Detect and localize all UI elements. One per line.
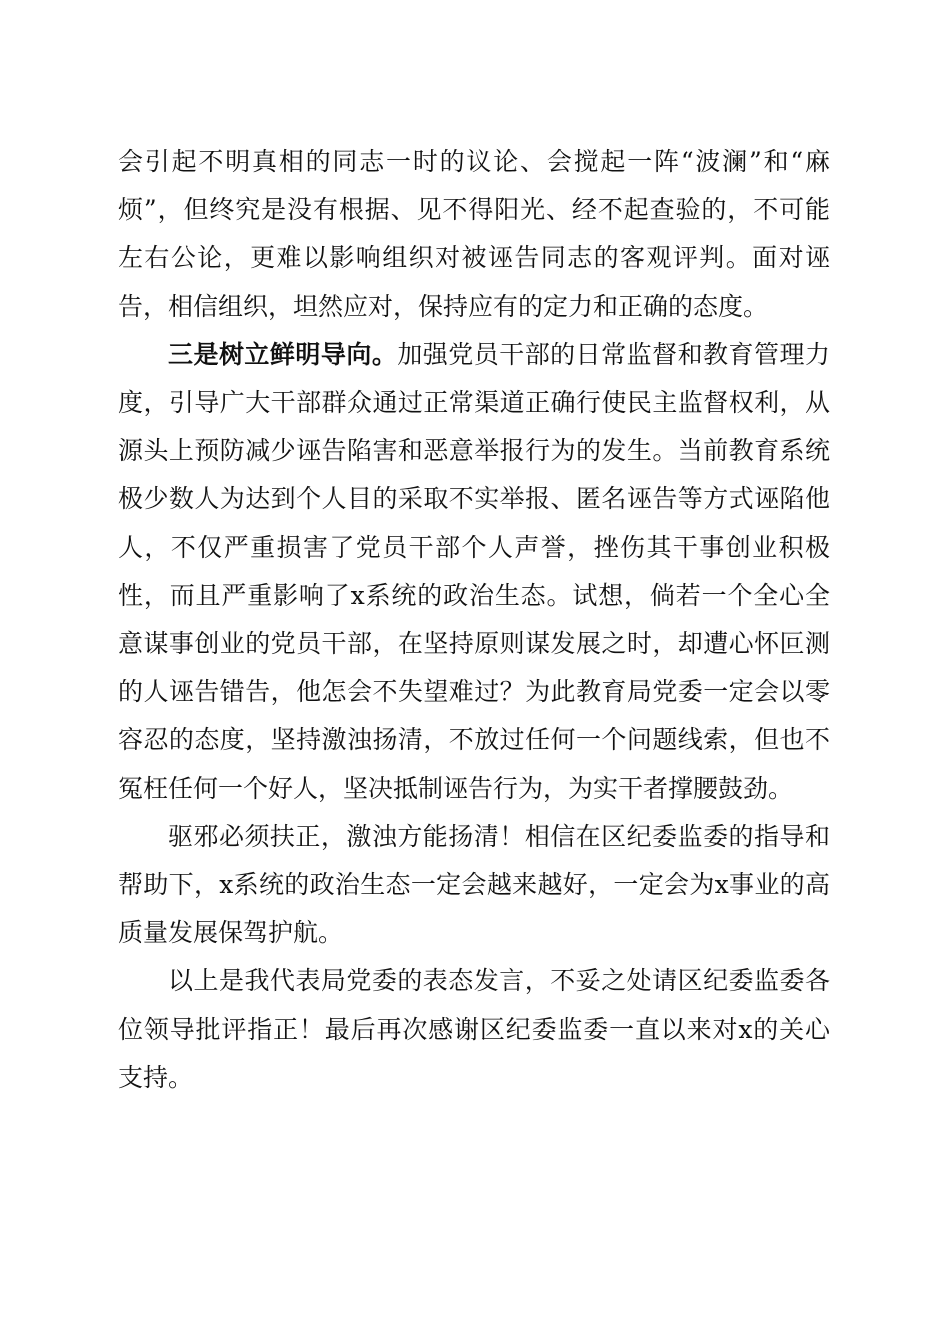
paragraph-guidance: [118, 331, 830, 813]
document-body: [118, 138, 830, 1102]
paragraph-conclusion: 驱邪必须扶正，激浊方能扬清！相信在区纪委监委的指导和帮助下，x系统的政治生态一定会越来越好，一定会为x事业的高质量发展保驾护航。: [118, 821, 830, 948]
paragraph-continuation: 会引起不明真相的同志一时的议论、会搅起一阵“波澜”和“麻烦”，但终究是没有根据、见不得阳光、经不起查验的，不可能左右公论，更难以影响组织对被诬告同志的客观评判。面对诬告，相信组织，坦然应对，保持应有的定力和正确的态度。: [118, 147, 830, 321]
paragraph-closing: 以上是我代表局党委的表态发言，不妥之处请区纪委监委各位领导批评指正！最后再次感谢区纪委监委一直以来对x的关心支持。: [118, 966, 830, 1092]
paragraph-lead-heading: 三是树立鲜明导向。: [168, 339, 398, 369]
paragraph-body-text: 加强党员干部的日常监督和教育管理力度，引导广大干部群众通过正常渠道正确行使民主监督权利，从源头上预防减少诬告陷害和恶意举报行为的发生。当前教育系统极少数人为达到个人目的采取不实举报、匿名诬告等方式诬陷他人，不仅严重损害了党员干部个人声誉，挫伤其干事创业积极性，而且严重影响了x系统的政治生态。试想，倘若一个全心全意谋事创业的党员干部，在坚持原则谋发展之时，却遭心怀叵测的人诬告错告，他怎会不失望难过？为此教育局党委一定会以零容忍的态度，坚持激浊扬清，不放过任何一个问题线索，但也不冤枉任何一个好人，坚决抵制诬告行为，为实干者撑腰鼓劲。: [118, 339, 830, 803]
